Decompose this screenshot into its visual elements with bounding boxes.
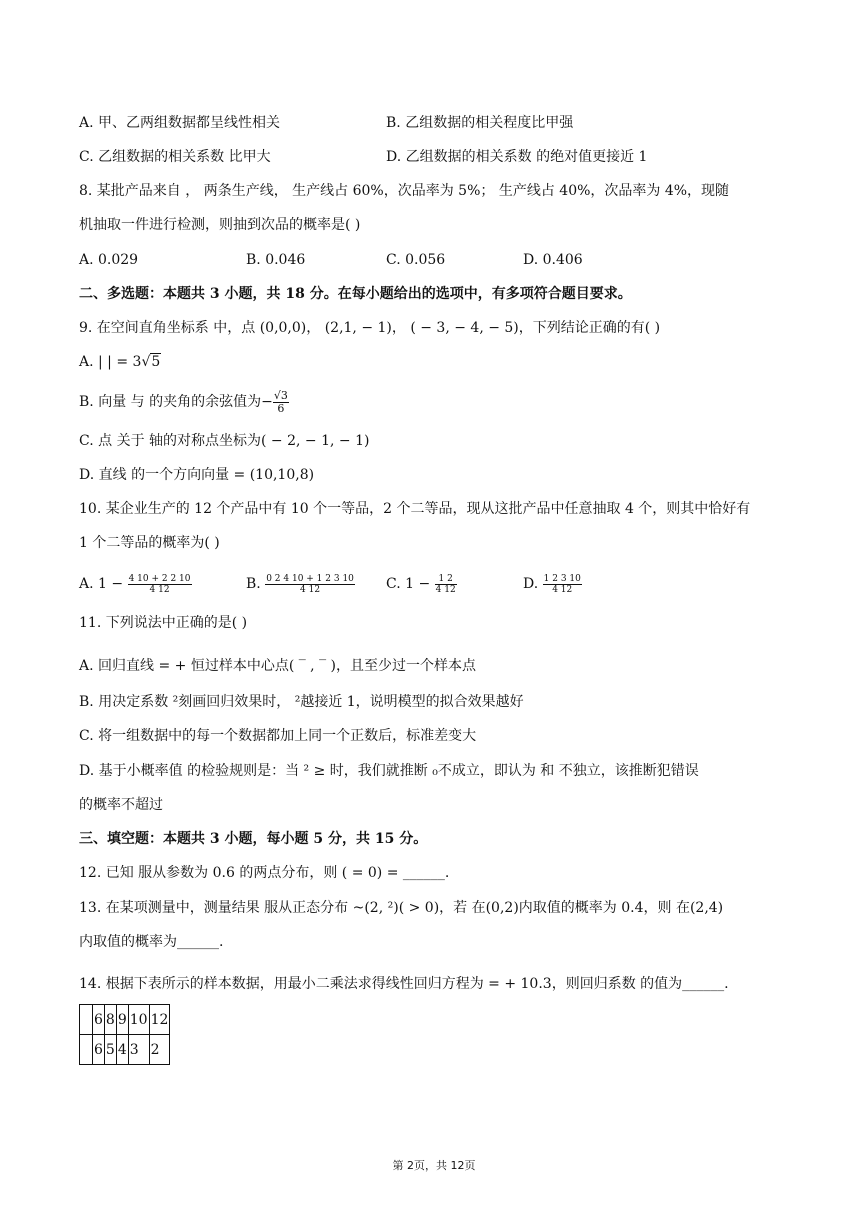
q11-stem: 11. 下列说法中正确的是( ) xyxy=(79,615,248,631)
fraction-numerator: 1 2 3 10 xyxy=(543,573,581,584)
table-cell xyxy=(80,1005,93,1035)
section-3-heading: 三、填空题：本题共 3 小题，每小题 5 分，共 15 分。 xyxy=(79,831,428,847)
table-cell: 8 xyxy=(104,1005,116,1035)
q10-option-d-label: D. xyxy=(523,576,539,592)
q9-option-b-text: B. 向量 与 的夹角的余弦值为− xyxy=(79,394,273,410)
q8-stem-line2: 机抽取一件进行检测，则抽到次品的概率是( ) xyxy=(79,217,361,233)
table-cell: 4 xyxy=(116,1035,128,1065)
fraction-denominator: 4 12 xyxy=(300,584,321,595)
q9-option-a xyxy=(79,352,161,372)
table-cell: 12 xyxy=(149,1005,170,1035)
table-row xyxy=(80,1035,170,1065)
fraction-numerator: 4 10 + 2 2 10 xyxy=(128,573,191,584)
fraction-denominator: 4 12 xyxy=(149,584,170,595)
q8-option-b: B. 0.046 xyxy=(246,252,306,268)
table-cell: 10 xyxy=(128,1005,149,1035)
q8-option-d: D. 0.406 xyxy=(523,252,583,268)
q11-option-a: A. 回归直线 = + 恒过样本中心点( ‾ , ‾ )，且至少过一个样本点 xyxy=(79,658,476,674)
q10-stem-line2: 1 个二等品的概率为( ) xyxy=(79,535,220,551)
table-cell: 3 xyxy=(128,1035,149,1065)
q8-option-a: A. 0.029 xyxy=(79,252,139,268)
table-cell: 6 xyxy=(93,1005,105,1035)
q9-option-a-root: 5 xyxy=(151,354,161,370)
q9-option-b-fraction xyxy=(273,390,289,415)
table-cell: 9 xyxy=(116,1005,128,1035)
q11-option-b: B. 用决定系数 ²刻画回归效果时， ²越接近 1，说明模型的拟合效果越好 xyxy=(79,694,524,710)
q8-stem-line1: 8. 某批产品来自 ， 两条生产线， 生产线占 60%，次品率为 5%； 生产线占 40%，次品率为 4%，现随 xyxy=(79,183,730,199)
q7-option-b: B. 乙组数据的相关程度比甲强 xyxy=(386,115,574,131)
table-row xyxy=(80,1005,170,1035)
q10-option-b xyxy=(246,564,355,604)
table-cell xyxy=(80,1035,93,1065)
q10-option-a-fraction xyxy=(128,574,192,595)
fraction-denominator: 6 xyxy=(277,401,285,415)
q7-option-a: A. 甲、乙两组数据都呈线性相关 xyxy=(79,115,281,131)
q9-option-d: D. 直线 的一个方向向量 = (10,10,8) xyxy=(79,467,315,483)
table-cell: 6 xyxy=(93,1035,105,1065)
table-cell: 5 xyxy=(104,1035,116,1065)
q14-stem: 14. 根据下表所示的样本数据，用最小二乘法求得线性回归方程为 = + 10.3，则回归系数 的值为______. xyxy=(79,976,729,992)
q13-stem-line1: 13. 在某项测量中，测量结果 服从正态分布 ~(2, ²)( > 0)，若 在(0,2)内取值的概率为 0.4，则 在(2,4) xyxy=(79,900,724,916)
q12-stem: 12. 已知 服从参数为 0.6 的两点分布，则 ( = 0) = ______. xyxy=(79,865,450,881)
fraction-numerator: 0 2 4 10 + 1 2 3 10 xyxy=(266,573,354,584)
q10-option-c xyxy=(386,564,457,604)
page-footer: 第 2页，共 12页 xyxy=(392,1159,476,1172)
q10-option-b-label: B. xyxy=(246,576,261,592)
q10-stem-line1: 10. 某企业生产的 12 个产品中有 10 个一等品，2 个二等品，现从这批产品中任意抽取 4 个，则其中恰好有 xyxy=(79,501,751,517)
q11-option-c: C. 将一组数据中的每一个数据都加上同一个正数后，标准差变大 xyxy=(79,728,477,744)
q11-option-d-line2: 的概率不超过 xyxy=(79,797,163,813)
fraction-numerator: 1 2 xyxy=(435,574,457,585)
q9-option-c: C. 点 关于 轴的对称点坐标为( − 2, − 1, − 1) xyxy=(79,433,370,449)
q10-option-a-label: A. 1 − xyxy=(79,576,124,592)
q7-option-d: D. 乙组数据的相关系数 的绝对值更接近 1 xyxy=(386,149,648,165)
fraction-denominator: 4 12 xyxy=(435,584,456,595)
q10-option-c-fraction xyxy=(435,574,457,595)
q9-option-a-text: A. | | = 3 xyxy=(79,354,142,370)
q10-option-d-fraction xyxy=(543,574,582,595)
sample-data-table xyxy=(79,1004,170,1065)
q10-option-c-label: C. 1 − xyxy=(386,576,431,592)
q7-option-c: C. 乙组数据的相关系数 比甲大 xyxy=(79,149,271,165)
table-cell: 2 xyxy=(149,1035,170,1065)
q13-stem-line2: 内取值的概率为______. xyxy=(79,934,224,950)
sqrt-symbol: √ xyxy=(141,354,151,370)
q8-option-c: C. 0.056 xyxy=(386,252,446,268)
q9-stem: 9. 在空间直角坐标系 中，点 (0,0,0)， (2,1, − 1)， ( − 3, − 4, − 5)，下列结论正确的有( ) xyxy=(79,320,661,336)
fraction-denominator: 4 12 xyxy=(552,584,573,595)
q10-option-a xyxy=(79,564,192,604)
fraction-numerator: √3 xyxy=(273,388,288,402)
section-2-heading: 二、多选题：本题共 3 小题，共 18 分。在每小题给出的选项中，有多项符合题目要求。 xyxy=(79,286,632,302)
q11-option-d-line1: D. 基于小概率值 的检验规则是：当 ² ≥ 时，我们就推断 ₀不成立，即认为 和 不独立，该推断犯错误 xyxy=(79,763,699,779)
q10-option-d xyxy=(523,564,582,604)
q9-option-b xyxy=(79,387,289,417)
q10-option-b-fraction xyxy=(265,574,355,595)
